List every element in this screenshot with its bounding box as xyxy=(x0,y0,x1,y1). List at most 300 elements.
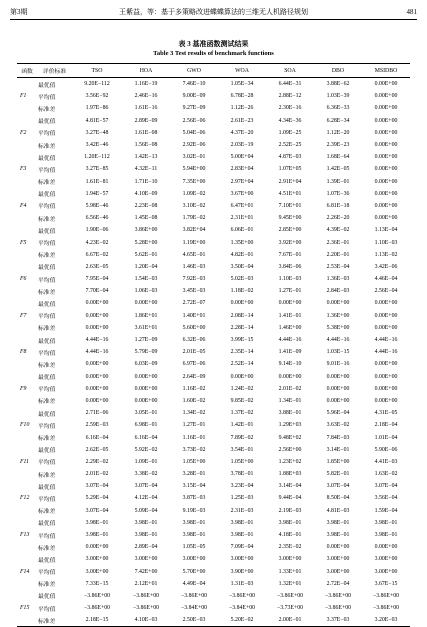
value-cell: 9.00E−09 xyxy=(182,93,206,100)
table-row xyxy=(17,553,410,565)
value-cell: 0.00E+00 xyxy=(374,202,398,209)
value-cell: 3.98E−01 xyxy=(278,519,302,526)
value-cell: 0.00E+00 xyxy=(374,105,398,112)
value-cell: −3.86E+00 xyxy=(132,592,160,599)
function-cell xyxy=(17,78,37,91)
value-cell: 3.56E−92 xyxy=(85,93,109,100)
value-cell: 0.00E+00 xyxy=(326,385,350,392)
metric-cell: 平均值 xyxy=(38,277,56,284)
value-cell: 0.00E+00 xyxy=(134,397,158,404)
value-cell: 3.38E−02 xyxy=(134,471,158,478)
value-cell: 1.36E+00 xyxy=(326,312,350,319)
value-cell: 9.45E+00 xyxy=(278,215,302,222)
metric-cell: 最优值 xyxy=(38,594,56,601)
value-cell: 3.98E−01 xyxy=(85,532,109,539)
value-cell: 1.32E+01 xyxy=(278,580,302,587)
value-cell: 8.50E−04 xyxy=(326,495,350,502)
value-cell: 1.42E−05 xyxy=(326,166,350,173)
value-cell: 0.00E+00 xyxy=(85,312,109,319)
value-cell: 5.09E−04 xyxy=(134,507,158,514)
table-row xyxy=(17,517,410,529)
function-cell xyxy=(17,468,37,480)
value-cell: 3.56E−04 xyxy=(374,495,398,502)
table-row xyxy=(17,590,410,602)
value-cell: 7.33E−15 xyxy=(85,580,109,587)
metric-cell: 标准差 xyxy=(38,472,56,479)
value-cell: 9.27E−09 xyxy=(182,105,206,112)
value-cell: 7.89E−02 xyxy=(230,434,254,441)
value-cell: 2.84E−03 xyxy=(326,288,350,295)
function-cell: F3 xyxy=(20,166,27,173)
value-cell: 3.61E+01 xyxy=(134,324,158,331)
issue-label: 第3期 xyxy=(10,8,28,16)
metric-cell: 平均值 xyxy=(38,167,56,174)
column-header: GWO xyxy=(170,64,218,78)
value-cell: 1.61E−08 xyxy=(134,129,158,136)
value-cell: 1.56E−08 xyxy=(134,142,158,149)
column-header: MSIDBO xyxy=(362,64,410,78)
value-cell: 0.00E+00 xyxy=(85,361,109,368)
metric-cell: 标准差 xyxy=(38,582,56,589)
value-cell: 1.45E−08 xyxy=(134,215,158,222)
value-cell: 0.00E+00 xyxy=(85,324,109,331)
value-cell: 5.79E−09 xyxy=(134,349,158,356)
metric-cell: 平均值 xyxy=(38,94,56,101)
value-cell: 0.00E+00 xyxy=(85,544,109,551)
value-cell: 0.00E+00 xyxy=(374,373,398,380)
value-cell: −3.86E+00 xyxy=(372,592,400,599)
value-cell: 2.35E−14 xyxy=(230,349,254,356)
function-cell xyxy=(17,578,37,590)
function-cell xyxy=(17,395,37,407)
value-cell: 3.98E−01 xyxy=(134,532,158,539)
value-cell: 4.44E−16 xyxy=(85,337,109,344)
table-row xyxy=(17,468,410,480)
value-cell: 1.85E+00 xyxy=(326,458,350,465)
value-cell: 3.00E+00 xyxy=(85,556,109,563)
value-cell: 4.34E−36 xyxy=(278,117,302,124)
function-cell: F8 xyxy=(20,349,27,356)
table-caption-en: Table 3 Test results of benchmark functions xyxy=(153,50,274,57)
column-header: DBO xyxy=(314,64,362,78)
value-cell: 0.00E+00 xyxy=(230,373,254,380)
value-cell: 3.07E−04 xyxy=(85,507,109,514)
value-cell: 2.01E−05 xyxy=(182,349,206,356)
value-cell: 3.78E−01 xyxy=(230,471,254,478)
value-cell: −3.86E+00 xyxy=(276,592,304,599)
value-cell: 4.18E−01 xyxy=(278,532,302,539)
value-cell: 4.81E−57 xyxy=(85,117,109,124)
table-row xyxy=(17,188,410,200)
value-cell: 3.00E+00 xyxy=(326,568,350,575)
value-cell: 9.48E+02 xyxy=(278,434,302,441)
value-cell: 1.40E+01 xyxy=(182,312,206,319)
value-cell: 5.60E+00 xyxy=(182,324,206,331)
value-cell: 1.24E−02 xyxy=(230,385,254,392)
function-cell xyxy=(17,322,37,334)
value-cell: 1.27E−09 xyxy=(134,337,158,344)
column-header: HOA xyxy=(122,64,170,78)
value-cell: 4.51E+01 xyxy=(278,190,302,197)
value-cell: 2.71E−06 xyxy=(85,410,109,417)
function-cell: F10 xyxy=(20,422,30,429)
value-cell: 1.86E+01 xyxy=(134,312,158,319)
value-cell: 1.09E−25 xyxy=(278,129,302,136)
table-row xyxy=(17,602,410,614)
value-cell: 1.12E−26 xyxy=(230,105,254,112)
value-cell: −3.86E+00 xyxy=(180,592,208,599)
value-cell: 2.31E−03 xyxy=(230,507,254,514)
value-cell: 3.45E−03 xyxy=(182,288,206,295)
value-cell: 4.37E−20 xyxy=(230,129,254,136)
value-cell: 9.44E−04 xyxy=(278,495,302,502)
value-cell: 3.14E−01 xyxy=(326,446,350,453)
value-cell: −3.73E+00 xyxy=(276,605,304,612)
value-cell: 1.35E+00 xyxy=(230,239,254,246)
value-cell: 1.23E+02 xyxy=(278,458,302,465)
value-cell: 4.87E−03 xyxy=(278,154,302,161)
value-cell: 3.84E−06 xyxy=(278,263,302,270)
value-cell: 1.05E+00 xyxy=(182,458,206,465)
value-cell: 5.00E+04 xyxy=(230,154,254,161)
value-cell: 2.88E−12 xyxy=(278,93,302,100)
value-cell: 0.00E+00 xyxy=(230,300,254,307)
value-cell: 3.98E−01 xyxy=(182,532,206,539)
function-cell xyxy=(17,176,37,188)
value-cell: 4.12E−04 xyxy=(134,495,158,502)
value-cell: 6.16E−04 xyxy=(134,434,158,441)
value-cell: 1.16E−01 xyxy=(182,434,206,441)
metric-cell: 最优值 xyxy=(38,228,56,235)
value-cell: 3.98E−01 xyxy=(374,532,398,539)
table-row xyxy=(17,285,410,297)
value-cell: 3.10E−02 xyxy=(182,202,206,209)
value-cell: 4.44E−16 xyxy=(374,349,398,356)
metric-cell: 标准差 xyxy=(37,614,72,627)
metric-cell: 平均值 xyxy=(38,533,56,540)
value-cell: 1.03E−39 xyxy=(326,93,350,100)
function-cell xyxy=(17,261,37,273)
value-cell: 0.00E+00 xyxy=(134,373,158,380)
value-cell: 2.52E−14 xyxy=(230,361,254,368)
value-cell: 5.62E−01 xyxy=(134,251,158,258)
metric-cell: 平均值 xyxy=(38,423,56,430)
table-row xyxy=(17,139,410,151)
function-cell xyxy=(17,614,37,627)
value-cell: 1.10E−03 xyxy=(278,276,302,283)
value-cell: 2.56E−04 xyxy=(374,288,398,295)
function-cell xyxy=(17,115,37,127)
value-cell: 2.89E−04 xyxy=(134,544,158,551)
value-cell: 5.02E−03 xyxy=(230,276,254,283)
value-cell: 1.59E−04 xyxy=(374,507,398,514)
results-table xyxy=(17,63,410,627)
value-cell: 9.85E−02 xyxy=(230,397,254,404)
function-cell xyxy=(17,151,37,163)
value-cell: 1.34E−02 xyxy=(182,410,206,417)
value-cell: −3.86E+00 xyxy=(132,605,160,612)
value-cell: 2.83E+04 xyxy=(230,166,254,173)
value-cell: 1.09E−01 xyxy=(134,458,158,465)
value-cell: 3.92E+00 xyxy=(278,239,302,246)
value-cell: 2.64E−09 xyxy=(182,373,206,380)
value-cell: 2.18E−15 xyxy=(72,614,122,627)
value-cell: −3.86E+00 xyxy=(324,592,352,599)
function-cell: F2 xyxy=(20,129,27,136)
metric-cell: 标准差 xyxy=(38,143,56,150)
value-cell: 1.07E−36 xyxy=(326,190,350,197)
table-row xyxy=(17,346,410,358)
table-row xyxy=(17,90,410,102)
value-cell: −3.84E+00 xyxy=(228,605,256,612)
value-cell: 3.42E−06 xyxy=(374,263,398,270)
function-cell xyxy=(17,505,37,517)
value-cell: 1.05E+00 xyxy=(230,458,254,465)
value-cell: 7.09E−04 xyxy=(230,544,254,551)
value-cell: 0.00E+00 xyxy=(374,397,398,404)
value-cell: 3.37E−03 xyxy=(314,614,362,627)
page-number: 481 xyxy=(406,8,417,16)
value-cell: 6.56E−46 xyxy=(85,215,109,222)
value-cell: 3.23E−04 xyxy=(230,483,254,490)
value-cell: 0.00E+00 xyxy=(326,397,350,404)
value-cell: 1.05E−34 xyxy=(230,81,254,88)
table-row xyxy=(17,115,410,127)
value-cell: 7.42E+00 xyxy=(134,568,158,575)
value-cell: 3.88E−62 xyxy=(326,81,350,88)
value-cell: 6.81E−18 xyxy=(326,202,350,209)
value-cell: 7.35E+00 xyxy=(182,178,206,185)
function-cell: F14 xyxy=(20,568,30,575)
value-cell: 1.05E−05 xyxy=(182,544,206,551)
metric-cell: 最优值 xyxy=(38,521,56,528)
value-cell: 2.29E−02 xyxy=(85,458,109,465)
metric-cell: 最优值 xyxy=(38,119,56,126)
value-cell: 1.54E−03 xyxy=(134,276,158,283)
value-cell: 5.38E+00 xyxy=(326,324,350,331)
value-cell: 0.00E+00 xyxy=(85,397,109,404)
value-cell: 2.36E−01 xyxy=(326,239,350,246)
value-cell: 3.82E+04 xyxy=(182,227,206,234)
value-cell: 2.92E−06 xyxy=(182,142,206,149)
value-cell: 1.61E−81 xyxy=(85,178,109,185)
value-cell: 1.16E−19 xyxy=(134,81,158,88)
value-cell: 5.90E−06 xyxy=(374,446,398,453)
value-cell: 2.91E+04 xyxy=(278,178,302,185)
function-cell xyxy=(17,297,37,309)
value-cell: 1.25E−03 xyxy=(230,495,254,502)
table-row xyxy=(17,273,410,285)
value-cell: 5.92E−02 xyxy=(134,446,158,453)
value-cell: 2.62E−05 xyxy=(85,446,109,453)
value-cell: −3.86E+00 xyxy=(83,592,111,599)
value-cell: 4.44E−16 xyxy=(326,337,350,344)
table-row xyxy=(17,505,410,517)
metric-cell: 最优值 xyxy=(38,338,56,345)
table-row xyxy=(17,371,410,383)
metric-cell: 最优值 xyxy=(38,557,56,564)
value-cell: 1.37E−02 xyxy=(230,410,254,417)
running-title: 王紫益，等：基于多策略改进蝶蝶算法的三维无人机路径规划 xyxy=(119,8,308,16)
value-cell: 4.31E−05 xyxy=(374,410,398,417)
value-cell: 3.00E+00 xyxy=(374,568,398,575)
function-cell xyxy=(17,249,37,261)
value-cell: 9.19E−03 xyxy=(182,507,206,514)
metric-cell: 最优值 xyxy=(38,155,56,162)
value-cell: 2.39E−23 xyxy=(326,142,350,149)
value-cell: 1.46E−03 xyxy=(182,263,206,270)
value-cell: 2.46E−16 xyxy=(134,93,158,100)
value-cell: 0.00E+00 xyxy=(374,117,398,124)
running-header xyxy=(10,6,417,18)
value-cell: 7.84E−03 xyxy=(326,434,350,441)
value-cell: 3.07E−04 xyxy=(134,483,158,490)
value-cell: 1.61E−16 xyxy=(134,105,158,112)
value-cell: 5.96E−04 xyxy=(326,410,350,417)
function-cell: F11 xyxy=(20,458,29,465)
value-cell: 4.44E−16 xyxy=(85,349,109,356)
value-cell: 1.41E−09 xyxy=(278,349,302,356)
table-row xyxy=(17,395,410,407)
value-cell: 3.05E−01 xyxy=(134,410,158,417)
value-cell: 0.00E+00 xyxy=(374,361,398,368)
value-cell: 7.92E−03 xyxy=(182,276,206,283)
table-row xyxy=(17,614,410,627)
value-cell: 2.03E−19 xyxy=(230,142,254,149)
value-cell: 2.72E−04 xyxy=(326,580,350,587)
value-cell: 0.00E+00 xyxy=(134,300,158,307)
table-row xyxy=(17,310,410,322)
value-cell: 3.42E−46 xyxy=(85,142,109,149)
value-cell: 1.13E−04 xyxy=(374,227,398,234)
value-cell: 3.98E−01 xyxy=(85,519,109,526)
value-cell: 3.99E−15 xyxy=(230,337,254,344)
value-cell: 3.54E−01 xyxy=(230,446,254,453)
value-cell: 7.46E−10 xyxy=(182,81,206,88)
value-cell: 6.06E−01 xyxy=(230,227,254,234)
metric-cell: 平均值 xyxy=(38,131,56,138)
value-cell: 9.01E−16 xyxy=(326,361,350,368)
function-cell: F15 xyxy=(20,605,30,612)
value-cell: 0.00E+00 xyxy=(374,312,398,319)
value-cell: 1.39E−01 xyxy=(326,178,350,185)
function-cell xyxy=(17,444,37,456)
value-cell: 4.10E−09 xyxy=(134,190,158,197)
header-rule xyxy=(10,19,417,20)
value-cell: 3.27E−48 xyxy=(85,129,109,136)
value-cell: 2.31E+01 xyxy=(230,215,254,222)
function-cell: F9 xyxy=(20,385,27,392)
metric-cell: 平均值 xyxy=(38,350,56,357)
value-cell: 6.47E+01 xyxy=(230,202,254,209)
function-cell xyxy=(17,480,37,492)
table-row xyxy=(17,480,410,492)
value-cell: 2.56E+00 xyxy=(278,446,302,453)
value-cell: 3.98E−01 xyxy=(182,519,206,526)
value-cell: 1.03E−15 xyxy=(326,349,350,356)
value-cell: 4.82E−01 xyxy=(230,251,254,258)
value-cell: 3.98E−01 xyxy=(326,519,350,526)
function-cell: F4 xyxy=(20,202,27,209)
value-cell: 2.01E−02 xyxy=(278,385,302,392)
value-cell: 3.00E+00 xyxy=(374,556,398,563)
value-cell: 2.61E−23 xyxy=(230,117,254,124)
value-cell: 0.00E+00 xyxy=(374,385,398,392)
value-cell: 4.81E−03 xyxy=(326,507,350,514)
metric-cell: 标准差 xyxy=(38,180,56,187)
value-cell: 4.44E−16 xyxy=(374,337,398,344)
function-cell: F7 xyxy=(20,312,27,319)
value-cell: −3.84E+00 xyxy=(180,605,208,612)
metric-cell: 标准差 xyxy=(38,326,56,333)
value-cell: 2.08E−14 xyxy=(230,312,254,319)
value-cell: 1.46E+00 xyxy=(278,324,302,331)
table-row xyxy=(17,456,410,468)
metric-cell: 标准差 xyxy=(38,362,56,369)
table-row xyxy=(17,431,410,443)
value-cell: 2.12E+01 xyxy=(134,580,158,587)
metric-cell: 标准差 xyxy=(38,216,56,223)
value-cell: 1.27E−01 xyxy=(182,422,206,429)
value-cell: 2.50E−03 xyxy=(170,614,218,627)
value-cell: 3.00E+00 xyxy=(85,568,109,575)
value-cell: 1.94E−57 xyxy=(85,190,109,197)
value-cell: 3.07E−04 xyxy=(374,483,398,490)
value-cell: 3.98E−01 xyxy=(326,532,350,539)
value-cell: 4.10E−03 xyxy=(122,614,170,627)
value-cell: 6.03E−09 xyxy=(134,361,158,368)
value-cell: 3.15E−04 xyxy=(182,483,206,490)
value-cell: 0.00E+00 xyxy=(278,373,302,380)
value-cell: 0.00E+00 xyxy=(374,166,398,173)
value-cell: 0.00E+00 xyxy=(134,385,158,392)
function-cell xyxy=(17,590,37,602)
value-cell: 0.00E+00 xyxy=(85,300,109,307)
table-row xyxy=(17,322,410,334)
value-cell: 0.00E+00 xyxy=(326,544,350,551)
value-cell: 1.36E−03 xyxy=(326,276,350,283)
metric-cell: 平均值 xyxy=(38,241,56,248)
value-cell: 4.65E−01 xyxy=(182,251,206,258)
value-cell: 1.20E−04 xyxy=(134,263,158,270)
table-row xyxy=(17,358,410,370)
function-cell xyxy=(17,407,37,419)
value-cell: 0.00E+00 xyxy=(374,93,398,100)
value-cell: 2.72E−07 xyxy=(182,300,206,307)
value-cell: 3.67E+00 xyxy=(230,190,254,197)
function-cell xyxy=(17,285,37,297)
table-row xyxy=(17,566,410,578)
value-cell: 0.00E+00 xyxy=(374,190,398,197)
value-cell: 5.28E+00 xyxy=(134,239,158,246)
table-row xyxy=(17,419,410,431)
value-cell: 0.00E+00 xyxy=(85,373,109,380)
metric-cell: 标准差 xyxy=(38,545,56,552)
value-cell: 4.41E−03 xyxy=(374,458,398,465)
value-cell: 2.26E−20 xyxy=(326,215,350,222)
value-cell: 6.98E−01 xyxy=(134,422,158,429)
value-cell: 0.00E+00 xyxy=(374,324,398,331)
value-cell: 2.63E−05 xyxy=(85,263,109,270)
table-row xyxy=(17,102,410,114)
table-row xyxy=(17,127,410,139)
metric-cell: 最优值 xyxy=(38,484,56,491)
value-cell: 2.23E−08 xyxy=(134,202,158,209)
value-cell: 1.10E−03 xyxy=(374,239,398,246)
value-cell: 3.28E−01 xyxy=(182,471,206,478)
table-row xyxy=(17,261,410,273)
value-cell: 0.00E+00 xyxy=(278,300,302,307)
